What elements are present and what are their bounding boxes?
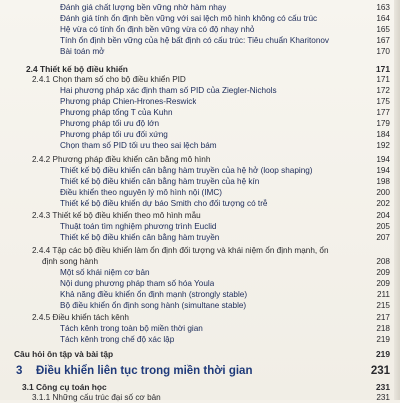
toc-entry-page: 231: [376, 382, 390, 392]
dot-leader: [266, 75, 368, 85]
dot-leader: [164, 47, 368, 57]
dot-leader: [146, 257, 368, 267]
toc-entry-title: Thiết kế bộ điều khiển cân bằng hàm truyền của hệ kín: [60, 177, 260, 186]
toc-entry-page: 172: [376, 86, 390, 95]
dot-leader: [158, 349, 368, 359]
dot-leader: [324, 301, 368, 311]
toc-entry-page: 219: [376, 349, 390, 359]
toc-entry-title: định song hành: [42, 257, 98, 266]
toc-entry-title: Tách kênh trong toàn bộ miền thời gian: [60, 324, 203, 333]
dot-leader: [354, 3, 368, 13]
dot-leader: [204, 130, 368, 140]
dot-leader: [156, 382, 368, 392]
toc-entry-title: 2.4 Thiết kế bộ điều khiển: [26, 64, 128, 74]
toc-entry-page: 192: [376, 141, 390, 150]
toc-entry-page: 208: [376, 257, 390, 266]
toc-entry-title: 3.1.1 Những cấu trúc đại số cơ bản: [32, 393, 161, 402]
toc-entry-page: 205: [376, 222, 390, 231]
toc-entry-page: 209: [376, 268, 390, 277]
dot-leader: [314, 290, 368, 300]
toc-entry-page: 171: [376, 75, 390, 84]
page-edge: [394, 0, 400, 400]
dot-leader: [334, 199, 368, 209]
toc-entry-page: 231: [376, 393, 390, 402]
toc-entry-page: 167: [376, 36, 390, 45]
toc-entry-page: 218: [376, 324, 390, 333]
toc-entry-title: Hệ vừa có tính ổn định bền vững vừa có độ nhạy nhỏ: [60, 25, 255, 34]
toc-entry-page: 165: [376, 25, 390, 34]
dot-leader: [344, 177, 368, 187]
toc-entry-page: 171: [376, 64, 390, 74]
dot-leader: [196, 393, 368, 403]
toc-entry-title: Thiết kế bộ điều khiển cân bằng hàm truyền: [60, 233, 220, 242]
dot-leader: [166, 313, 368, 323]
toc-entry-title: Hai phương pháp xác định tham số PID của Ziegler-Nichols: [60, 86, 277, 95]
toc-entry-title: Đánh giá chất lượng bền vững nhờ hàm nhạy: [60, 3, 227, 12]
toc-entry-title: Thuật toán tìm nghiệm phương trình Euclid: [60, 222, 217, 231]
toc-entry-title: Tính ổn định bền vững của hệ bất định có cấu trúc: Tiêu chuẩn Kharitonov: [60, 36, 330, 45]
dot-leader: [234, 335, 368, 345]
dot-leader: [364, 166, 368, 176]
toc-entry-title: Khả năng điều khiển ổn định mạnh (strongly stable): [60, 290, 248, 299]
toc-entry-title: 3.1 Công cụ toán học: [22, 382, 107, 392]
dot-leader: [364, 36, 368, 46]
toc-entry-page: 202: [376, 199, 390, 208]
toc-entry-page: 170: [376, 47, 390, 56]
dot-leader: [194, 268, 368, 278]
toc-entry-page: 200: [376, 188, 390, 197]
toc-entry-title: Thiết kế bộ điều khiển dự báo Smith cho đối tượng có trễ: [60, 199, 268, 208]
toc-entry-title: Bài toán mở: [60, 47, 105, 56]
toc-entry-title: Tách kênh trong chế độ xác lập: [60, 335, 175, 344]
chapter-title: Điều khiển liên tục trong miền thời gian: [36, 365, 253, 377]
toc-entry-title: Câu hỏi ôn tập và bài tập: [14, 349, 114, 359]
toc-entry-page: 198: [376, 177, 390, 186]
dot-leader: [264, 141, 368, 151]
toc-entry-title: Đánh giá tính ổn định bền vững với sai lệch mô hình không có cấu trúc: [60, 14, 318, 23]
toc-entry-title: Nội dung phương pháp tham số hóa Youla: [60, 279, 215, 288]
toc-entry-page: 175: [376, 97, 390, 106]
toc-entry-page: 215: [376, 301, 390, 310]
dot-leader: [266, 155, 368, 165]
toc-entry-title: Thiết kế bộ điều khiển cân bằng hàm truyền của hệ hở (loop shaping): [60, 166, 313, 175]
toc-entry-page: 163: [376, 3, 390, 12]
dot-leader: [354, 25, 368, 35]
chapter-page: 231: [370, 365, 390, 377]
toc-entry-title: 2.4.4 Tập các bộ điều khiển làm ổn định đối tượng và khái niệm ổn định mạnh, ổn: [32, 246, 329, 255]
dot-leader: [284, 279, 368, 289]
dot-leader: [294, 233, 368, 243]
toc-entry-page: 184: [376, 130, 390, 139]
toc-entry-page: 219: [376, 335, 390, 344]
toc-entry-title: Bộ điều khiển ổn định song hành (simultane stable): [60, 301, 247, 310]
toc-entry-page: 207: [376, 233, 390, 242]
dot-leader: [194, 119, 368, 129]
dot-leader: [354, 86, 368, 96]
toc-entry-page: 194: [376, 166, 390, 175]
toc-entry-page: 194: [376, 155, 390, 164]
toc-entry-title: Phương pháp tối ưu độ lớn: [60, 119, 160, 128]
toc-entry-page: 179: [376, 119, 390, 128]
dot-leader: [294, 188, 368, 198]
toc-entry-page: 204: [376, 211, 390, 220]
toc-entry-title: 2.4.5 Điều khiển tách kênh: [32, 313, 129, 322]
toc-entry-title: 2.4.1 Chọn tham số cho bộ điều khiển PID: [32, 75, 186, 84]
toc-entry-title: Điều khiển theo nguyên lý mô hình nội (IMC): [60, 188, 223, 197]
toc-entry-title: 2.4.3 Thiết kế bộ điều khiển theo mô hình mẫu: [32, 211, 201, 220]
toc-entry-title: 2.4.2 Phương pháp điều khiển cân bằng mô hình: [32, 155, 211, 164]
toc-entry-page: 177: [376, 108, 390, 117]
dot-leader: [234, 97, 368, 107]
dot-leader: [354, 14, 368, 24]
toc-entry-title: Phương pháp tổng T của Kuhn: [60, 108, 173, 117]
toc-entry-page: 211: [376, 290, 390, 299]
chapter-number: 3: [16, 365, 23, 377]
dot-leader: [264, 222, 368, 232]
toc-entry-title: Một số khái niệm cơ bản: [60, 268, 150, 277]
dot-leader: [260, 64, 368, 74]
toc-entry-page: 164: [376, 14, 390, 23]
dot-leader: [214, 108, 368, 118]
toc-entry-page: 217: [376, 313, 390, 322]
toc-entry-title: Phương pháp Chien-Hrones-Reswick: [60, 97, 197, 106]
toc-entry-page: 209: [376, 279, 390, 288]
toc-entry-title: Chọn tham số PID tối ưu theo sai lệch bám: [60, 141, 217, 150]
toc-entry-title: Phương pháp tối ưu đối xứng: [60, 130, 168, 139]
dot-leader: [264, 324, 368, 334]
dot-leader: [266, 211, 368, 221]
